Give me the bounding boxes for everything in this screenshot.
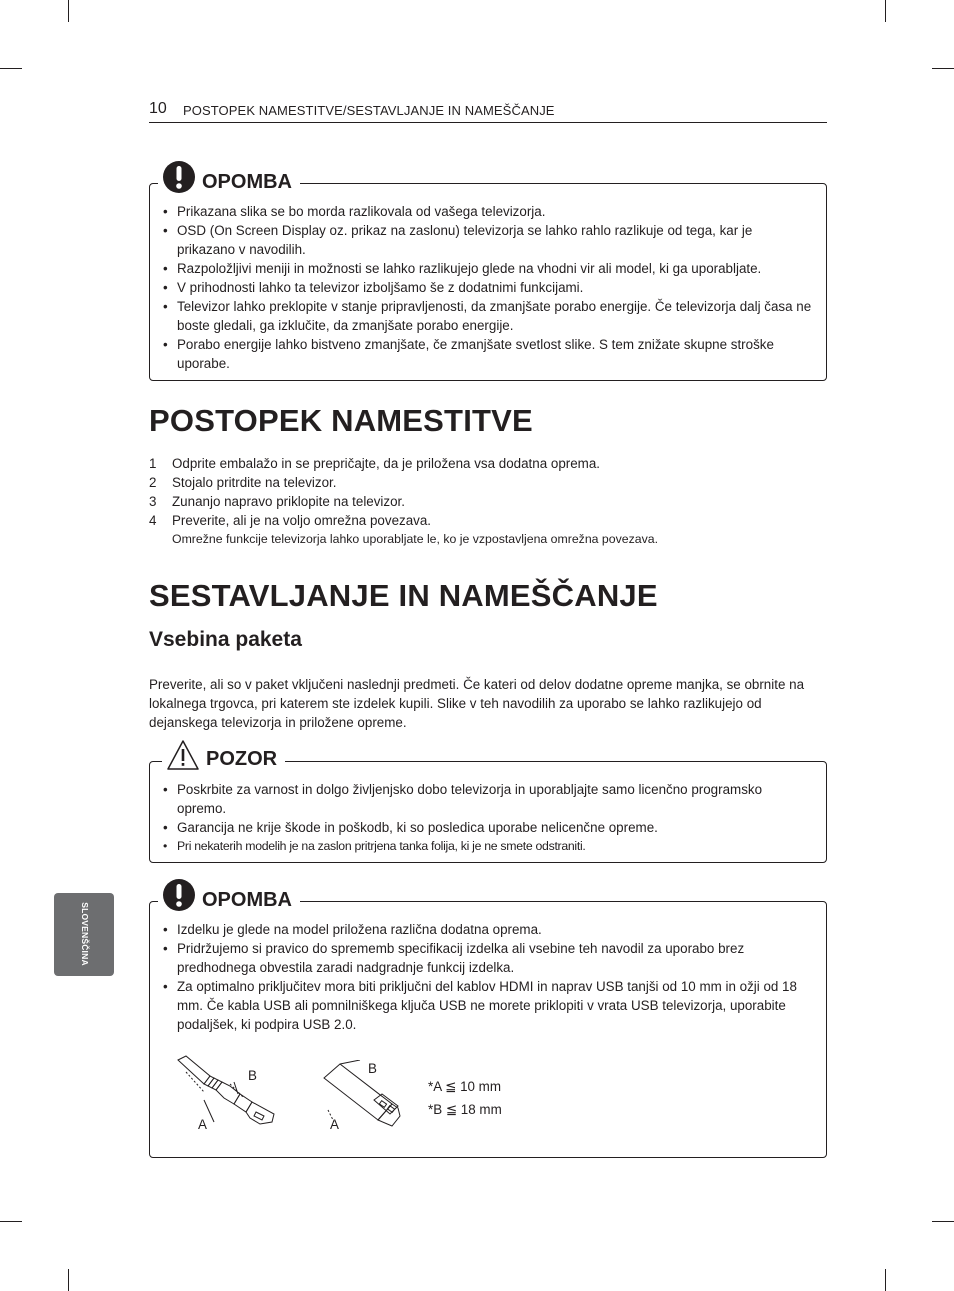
section-heading: SESTAVLJANJE IN NAMEŠČANJE — [149, 578, 658, 613]
step-number: 1 — [149, 456, 157, 471]
usb-label-a: A — [330, 1117, 339, 1132]
crop-mark — [68, 1269, 69, 1291]
list-item — [149, 492, 829, 511]
crop-mark — [0, 1221, 22, 1222]
note-box-2 — [149, 888, 827, 1158]
list-item: • V prihodnosti lahko ta televizor izboljšamo še z dodatnimi funkcijami. — [162, 278, 814, 297]
exclamation-circle-icon — [162, 160, 196, 194]
list-item: • Pri nekaterih modelih je na zaslon pritrjena tanka folija, ki je ne smete odstraniti. — [162, 837, 814, 856]
step-number: 2 — [149, 475, 157, 490]
dimension-a: *A ≦ 10 mm — [428, 1079, 501, 1094]
page-header — [149, 100, 827, 123]
note-box-1 — [149, 170, 827, 381]
crop-mark — [68, 0, 69, 22]
list-item: • Razpoložljivi meniji in možnosti se lahko razlikujejo glede na vhodni vir ali model, ki ga uporabljate. — [162, 259, 814, 278]
step-text: Odprite embalažo in se prepričajte, da je priložena vsa dodatna oprema. — [172, 456, 601, 471]
list-item: • Poskrbite za varnost in dolgo življenjsko dobo televizorja in uporabljajte samo licenčno programsko opremo. — [162, 780, 814, 818]
step-number: 4 — [149, 513, 157, 528]
step-text: Preverite, ali je na voljo omrežna povezava. — [172, 513, 432, 528]
step-number: 3 — [149, 494, 157, 509]
running-title: POSTOPEK NAMESTITVE/SESTAVLJANJE IN NAMEŠČANJE — [183, 103, 555, 118]
note-title-text: OPOMBA — [202, 888, 292, 911]
list-item: • Za optimalno priključitev mora biti priključni del kablov HDMI in naprav USB tanjši od 10 mm in ožji od 18 mm. Če kabla USB ali pomnilniškega ključa USB ne morete priklopiti v vrata USB televizorja, uporabite podaljšek, ki podpira USB 2.0. — [162, 977, 814, 1034]
step-text: Stojalo pritrdite na televizor. — [172, 475, 337, 490]
hdmi-label-b: B — [248, 1068, 257, 1083]
list-item: • Porabo energije lahko bistveno zmanjšate, če zmanjšate svetlost slike. S tem znižate skupne stroške uporabe. — [162, 335, 814, 373]
caution-title-text: POZOR — [206, 748, 278, 770]
hdmi-connector-illustration — [174, 1052, 286, 1137]
list-item: • Prikazana slika se bo morda razlikovala od vašega televizorja. — [162, 202, 814, 221]
exclamation-circle-icon — [162, 878, 196, 912]
dimension-b: *B ≦ 18 mm — [428, 1102, 502, 1117]
usb-label-b: B — [368, 1061, 377, 1076]
list-item: • Garancija ne krije škode in poškodb, ki so posledica uporabe nelicenčne opreme. — [162, 818, 814, 837]
section-heading: POSTOPEK NAMESTITVE — [149, 403, 533, 438]
steps-list — [149, 454, 829, 549]
language-tab-label: SLOVENŠČINA — [80, 902, 90, 966]
list-item: • Izdelku je glede na model priložena različna dodatna oprema. — [162, 920, 814, 939]
list-item — [149, 454, 829, 473]
list-item — [149, 473, 829, 492]
caution-box — [149, 748, 827, 863]
list-item: • Pridržujemo si pravico do sprememb specifikacij izdelka ali vsebine teh navodil za uporabo brez predhodnega obvestila zaradi nadgradnje funkcij izdelka. — [162, 939, 814, 977]
language-tab — [54, 893, 114, 976]
caution-title — [162, 738, 285, 771]
step-text: Zunanjo napravo priklopite na televizor. — [172, 494, 405, 509]
note-title — [158, 160, 300, 194]
page-number: 10 — [149, 100, 167, 117]
note-title — [158, 878, 300, 912]
warning-triangle-icon — [166, 739, 200, 771]
crop-mark — [885, 1269, 886, 1291]
list-item — [149, 511, 829, 549]
note-list — [162, 202, 814, 373]
note-title-text: OPOMBA — [202, 170, 292, 193]
subsection-heading: Vsebina paketa — [149, 628, 302, 651]
intro-paragraph: Preverite, ali so v paket vključeni naslednji predmeti. Če kateri od delov dodatne opreme manjka, se obrnite na lokalnega trgovca, pri katerem ste izdelek kupili. Slike v teh navodilih za uporabo se lahko razlikujejo od dejanskega televizorja in priložene opreme. — [149, 677, 805, 730]
crop-mark — [885, 0, 886, 22]
caution-list — [162, 780, 814, 856]
crop-mark — [932, 68, 954, 69]
note-list — [162, 920, 814, 1034]
hdmi-label-a: A — [198, 1117, 207, 1132]
crop-mark — [932, 1221, 954, 1222]
list-item: • Televizor lahko preklopite v stanje pripravljenosti, da zmanjšate porabo energije. Če televizorja dalj časa ne boste gledali, ga izklučite, da zmanjšate porabo energije. — [162, 297, 814, 335]
step-subtext: Omrežne funkcije televizorja lahko uporabljate le, ko je vzpostavljena omrežna povezava. — [172, 532, 658, 546]
list-item: • OSD (On Screen Display oz. prikaz na zaslonu) televizorja se lahko rahlo razlikuje od tega, kar je prikazano v navodilih. — [162, 221, 814, 259]
crop-mark — [0, 68, 22, 69]
